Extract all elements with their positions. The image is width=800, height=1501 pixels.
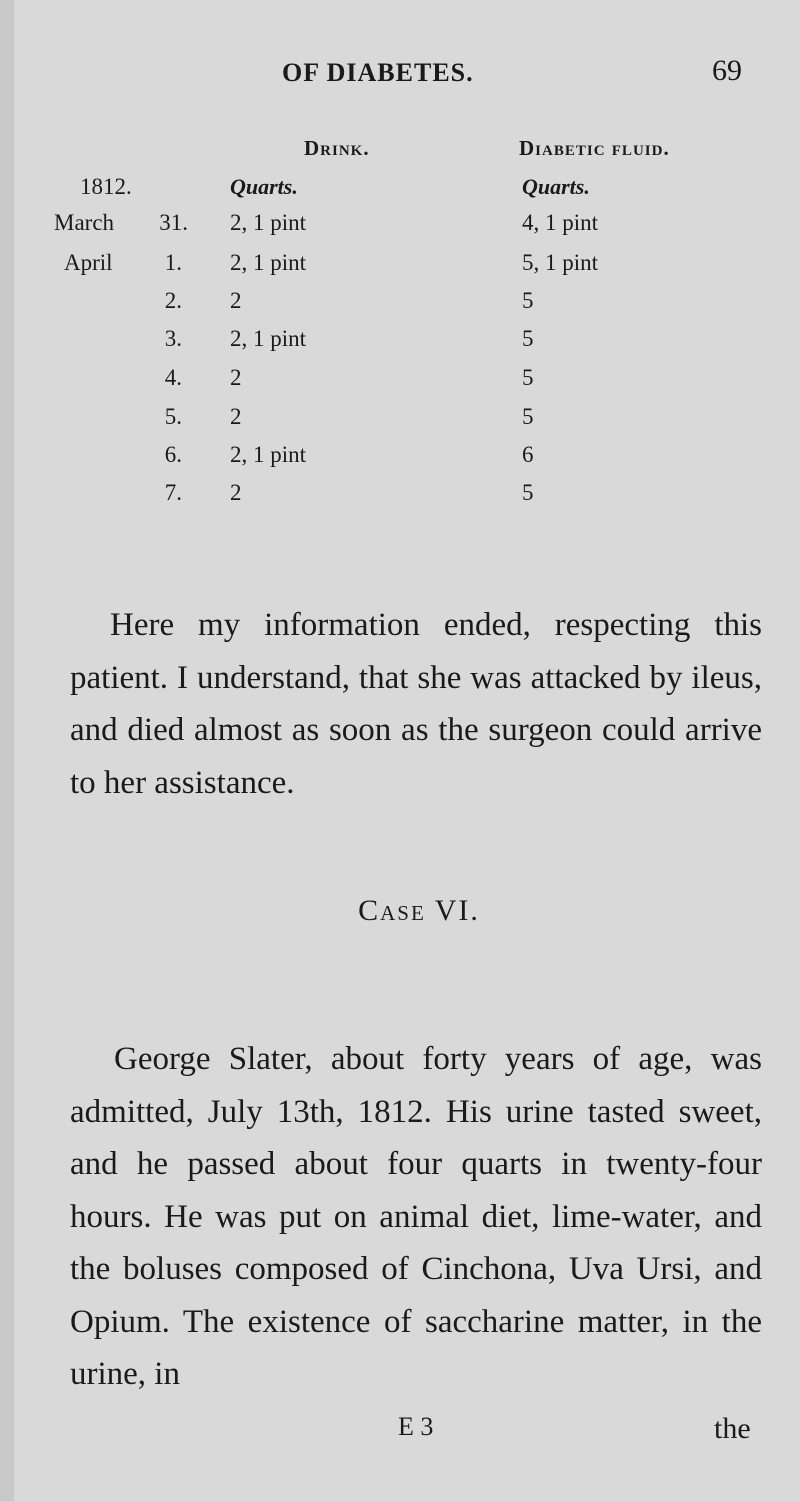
table-row (14, 442, 800, 480)
row-day: 2. (164, 288, 182, 313)
page-number: 69 (712, 54, 742, 87)
row-day: 4. (164, 365, 182, 390)
row-day: 6. (164, 442, 182, 467)
page-footer (14, 1412, 800, 1452)
row-drink: 2, 1 pint (230, 442, 307, 467)
row-day: 31. (159, 210, 188, 235)
row-fluid: 5, 1 pint (522, 250, 599, 275)
row-fluid: 5 (522, 404, 534, 429)
row-day: 1. (164, 250, 182, 275)
row-day: 7. (164, 480, 182, 505)
running-title: OF DIABETES. (282, 58, 474, 87)
row-drink: 2, 1 pint (230, 326, 307, 351)
row-day: 5. (164, 404, 182, 429)
signature-mark: E 3 (398, 1412, 434, 1441)
row-drink: 2 (230, 404, 242, 429)
row-fluid: 5 (522, 365, 534, 390)
row-fluid: 5 (522, 480, 534, 505)
column-header-drink: Drink. (304, 136, 370, 160)
table-row (14, 480, 800, 518)
row-drink: 2, 1 pint (230, 250, 307, 275)
row-month: April (64, 250, 113, 275)
catchword: the (714, 1412, 751, 1445)
row-fluid: 4, 1 pint (522, 210, 599, 235)
table-row (14, 250, 800, 288)
column-header-diabetic-fluid: Diabetic fluid. (519, 136, 670, 160)
paragraph-information-ended: Here my information ended, respecting this patient. I understand, that she was attacked by ileus, and died almost as soon as the surgeon could arrive to her assistance. (70, 607, 762, 801)
row-drink: 2 (230, 365, 242, 390)
running-head (14, 54, 800, 102)
table-row (14, 288, 800, 326)
unit-header-fluid: Quarts. (522, 174, 590, 199)
case-heading: Case VI. (358, 894, 480, 927)
row-day: 3. (164, 326, 182, 351)
table-row (14, 404, 800, 442)
row-drink: 2 (230, 480, 242, 505)
table-row (14, 210, 800, 248)
row-drink: 2 (230, 288, 242, 313)
row-fluid: 5 (522, 326, 534, 351)
row-month: March (54, 210, 115, 235)
unit-header-drink: Quarts. (230, 174, 298, 199)
paragraph-george-slater: George Slater, about forty years of age, was admitted, July 13th, 1812. His urine tasted sweet, and he passed about four quarts in twenty-four hours. He was put on animal diet, lime-water, and the boluses composed of Cinchona, Uva Ursi, and Opium. The existence of saccharine matter, in the urine, in (70, 1041, 762, 1392)
table-row (14, 365, 800, 403)
row-fluid: 5 (522, 288, 534, 313)
table-year: 1812. (80, 174, 132, 199)
table-row (14, 326, 800, 364)
row-fluid: 6 (522, 442, 534, 467)
row-drink: 2, 1 pint (230, 210, 307, 235)
